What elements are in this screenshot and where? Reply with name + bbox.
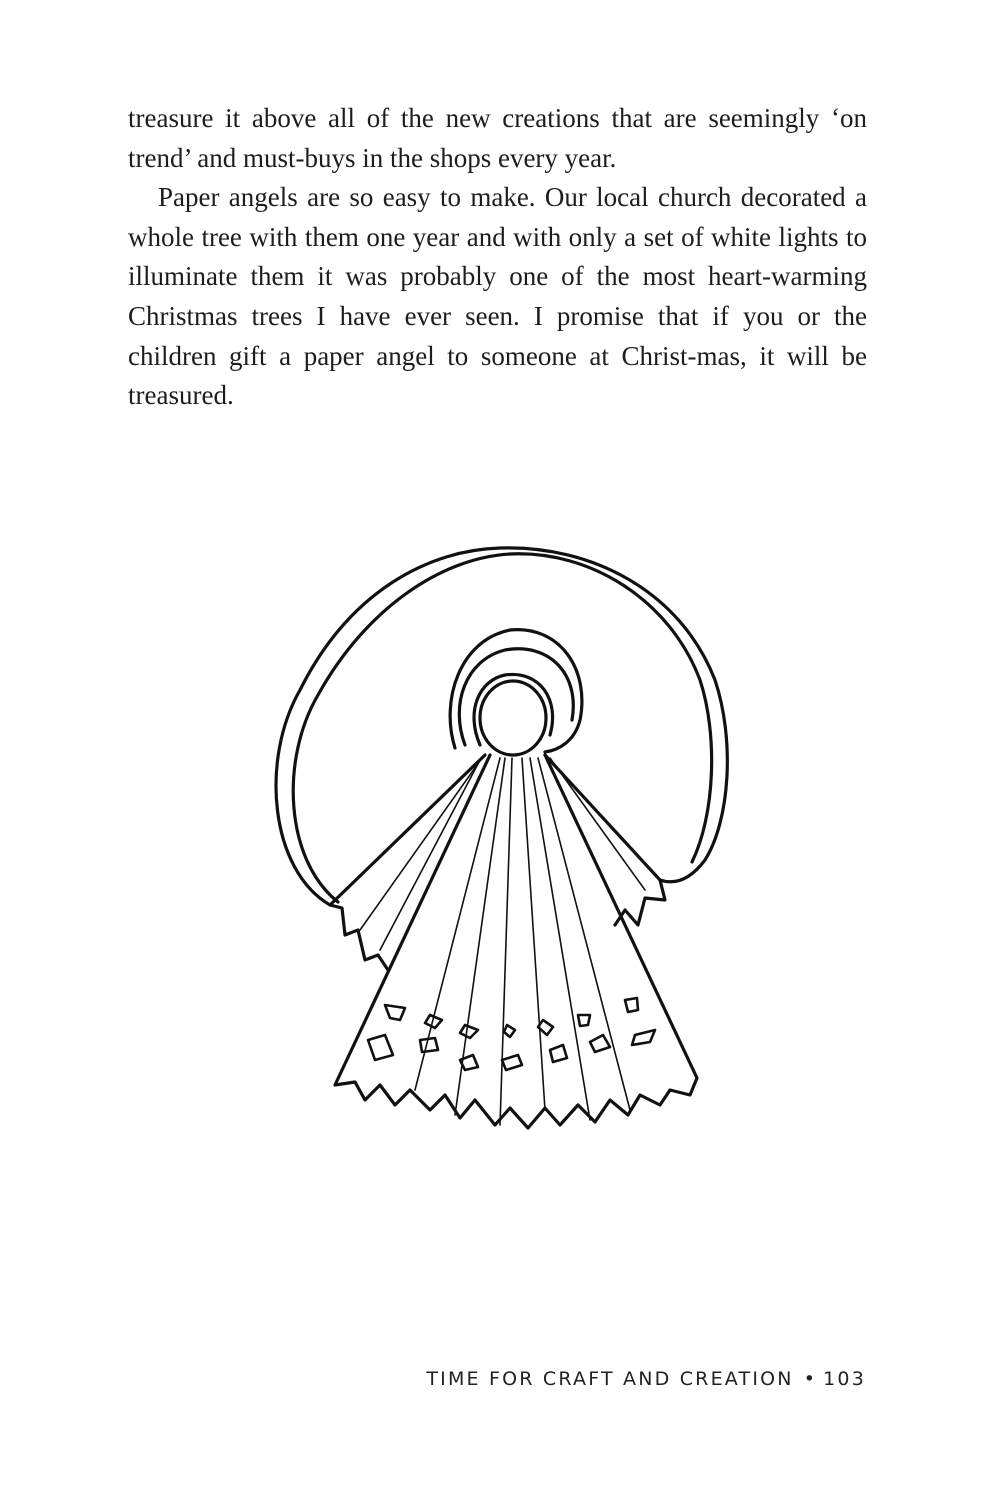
paper-angel-illustration: [260, 530, 740, 1150]
page-number: 103: [823, 1368, 866, 1390]
paragraph-1: treasure it above all of the new creations that are seemingly ‘on trend’ and must-buys in the shops every year.: [128, 103, 867, 173]
footer-separator: •: [803, 1368, 818, 1390]
paragraph-2: Paper angels are so easy to make. Our local church decorated a whole tree with them one year and with only a set of white lights to illuminate them it was probably one of the most heart-warming Christmas trees I have ever seen. I promise that if you or the children gift a paper angel to someone at Christ-mas, it will be treasured.: [128, 182, 867, 411]
running-footer: [426, 1368, 866, 1390]
body-text: [128, 99, 867, 416]
running-head: TIME FOR CRAFT AND CREATION: [426, 1368, 794, 1390]
